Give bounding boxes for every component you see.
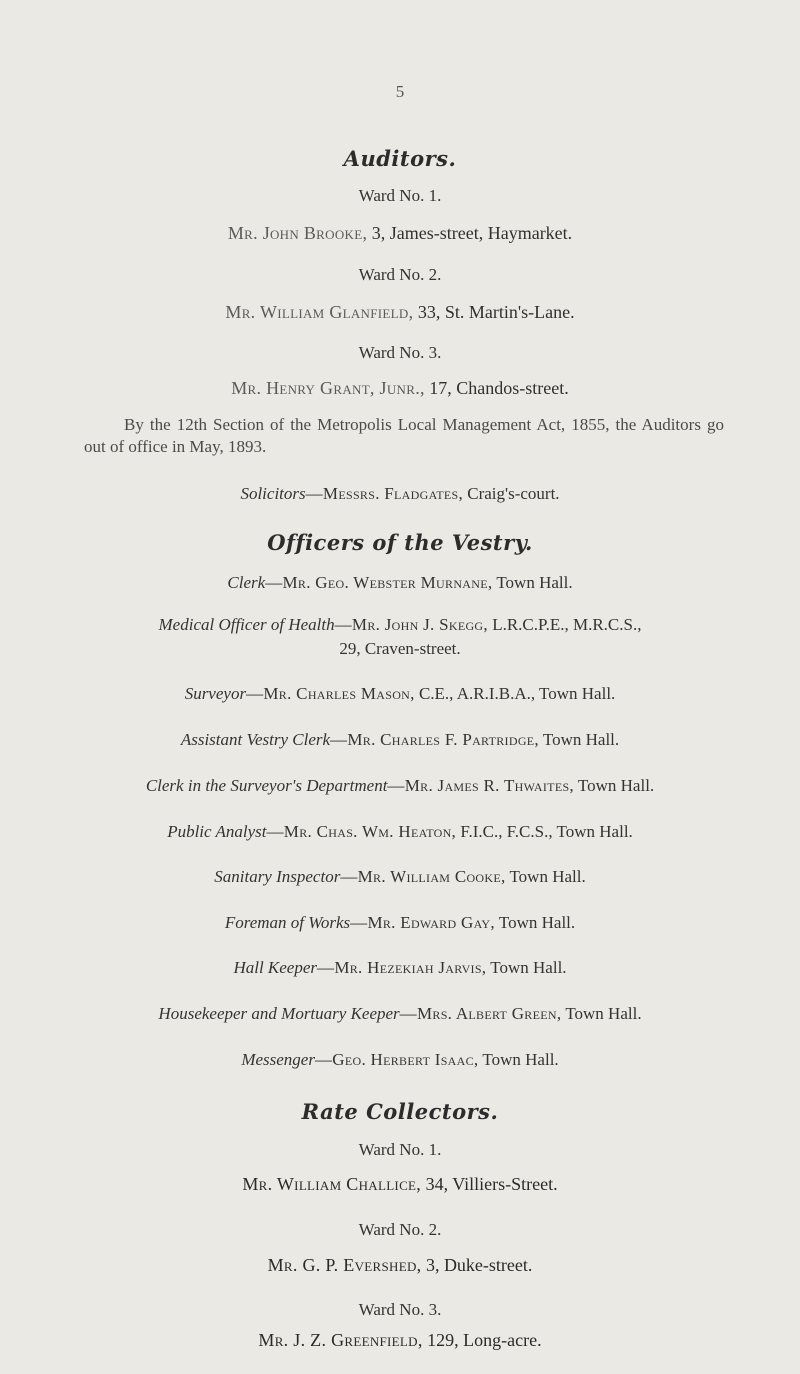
auditor-1-address: 3, James-street, Haymarket. bbox=[367, 223, 573, 243]
auditor-3 bbox=[0, 378, 800, 399]
officer-role: Housekeeper and Mortuary Keeper bbox=[158, 1004, 400, 1023]
officer-hall-keeper bbox=[0, 958, 800, 978]
auditors-note: By the 12th Section of the Metropolis Local Management Act, 1855, the Auditors go out of office in May, 1893. bbox=[84, 415, 724, 456]
auditor-ward-2: Ward No. 2. bbox=[358, 265, 442, 284]
auditor-2 bbox=[0, 302, 800, 323]
officer-role: Sanitary Inspector bbox=[214, 867, 341, 886]
officer-qualifications: L.R.C.P.E., M.R.C.S., bbox=[487, 615, 642, 634]
auditor-2-address: 33, St. Martin's-Lane. bbox=[413, 302, 575, 322]
officer-address: Town Hall. bbox=[505, 867, 586, 886]
collector-ward-2: Ward No. 2. bbox=[358, 1220, 442, 1239]
solicitors-name: —Messrs. Fladgates, bbox=[305, 484, 463, 503]
collector-ward-1: Ward No. 1. bbox=[358, 1140, 442, 1159]
officer-assistant-clerk bbox=[0, 730, 800, 750]
officer-name: —Mr. James R. Thwaites, bbox=[387, 776, 574, 795]
solicitors-address: Craig's-court. bbox=[463, 484, 560, 503]
officer-name: —Mrs. Albert Green, bbox=[399, 1004, 562, 1023]
officer-address: Town Hall. bbox=[573, 776, 655, 795]
auditor-3-address: 17, Chandos-street. bbox=[424, 378, 569, 398]
officer-role: Clerk in the Surveyor's Department bbox=[145, 776, 388, 795]
collector-3-address: 129, Long-acre. bbox=[422, 1330, 542, 1350]
officer-address: Town Hall. bbox=[478, 1050, 559, 1069]
officer-name: —Mr. Charles F. Partridge, bbox=[330, 730, 539, 749]
officer-name: —Mr. William Cooke, bbox=[340, 867, 506, 886]
collector-3-name: Mr. J. Z. Greenfield, bbox=[258, 1330, 423, 1350]
officer-clerk bbox=[0, 573, 800, 593]
officer-address: 29, Craven-street. bbox=[339, 639, 461, 658]
collector-3 bbox=[0, 1330, 800, 1351]
auditors-heading: Auditors. bbox=[343, 146, 457, 171]
officer-role: Surveyor bbox=[184, 684, 247, 703]
officer-role: Hall Keeper bbox=[233, 958, 318, 977]
officer-address: C.E., A.R.I.B.A., Town Hall. bbox=[414, 684, 616, 703]
officer-sanitary bbox=[0, 867, 800, 887]
solicitors-line bbox=[0, 484, 800, 504]
officer-role: Clerk bbox=[227, 573, 266, 592]
collector-2-name: Mr. G. P. Evershed, bbox=[267, 1255, 422, 1275]
officer-name: —Mr. Charles Mason, bbox=[246, 684, 415, 703]
officer-role: Medical Officer of Health bbox=[158, 615, 335, 634]
collector-1 bbox=[0, 1174, 800, 1195]
officer-medical bbox=[0, 613, 800, 661]
officer-address: Town Hall. bbox=[538, 730, 620, 749]
auditor-1 bbox=[0, 223, 800, 244]
auditor-ward-3: Ward No. 3. bbox=[358, 343, 442, 362]
officer-role: Assistant Vestry Clerk bbox=[180, 730, 331, 749]
auditor-1-name: Mr. John Brooke, bbox=[227, 223, 368, 243]
collector-2-address: 3, Duke-street. bbox=[421, 1255, 533, 1275]
officer-surveyor-clerk bbox=[0, 776, 800, 796]
officer-name: —Mr. Hezekiah Jarvis, bbox=[317, 958, 487, 977]
solicitors-role: Solicitors bbox=[240, 484, 306, 503]
auditor-ward-1: Ward No. 1. bbox=[358, 186, 442, 205]
officer-address: Town Hall. bbox=[494, 913, 576, 932]
officer-role: Public Analyst bbox=[167, 822, 267, 841]
rate-collectors-heading: Rate Collectors. bbox=[301, 1099, 499, 1124]
collector-1-name: Mr. William Challice, bbox=[242, 1174, 422, 1194]
auditor-2-name: Mr. William Glanfield, bbox=[225, 302, 414, 322]
officer-name: —Mr. Chas. Wm. Heaton, bbox=[266, 822, 457, 841]
officer-name: —Geo. Herbert Isaac, bbox=[314, 1050, 479, 1069]
officer-name: —Mr. Geo. Webster Murnane, bbox=[265, 573, 493, 592]
auditor-3-name: Mr. Henry Grant, Junr., bbox=[231, 378, 425, 398]
officers-heading: Officers of the Vestry. bbox=[267, 530, 533, 555]
officer-address: Town Hall. bbox=[561, 1004, 642, 1023]
officer-name: —Mr. John J. Skegg, bbox=[334, 615, 488, 634]
officer-name: —Mr. Edward Gay, bbox=[350, 913, 495, 932]
officer-address: Town Hall. bbox=[486, 958, 567, 977]
officer-housekeeper bbox=[0, 1004, 800, 1024]
officer-surveyor bbox=[0, 684, 800, 704]
officer-role: Messenger bbox=[241, 1050, 315, 1069]
collector-2 bbox=[0, 1255, 800, 1276]
collector-ward-3: Ward No. 3. bbox=[358, 1300, 442, 1319]
officer-role: Foreman of Works bbox=[224, 913, 351, 932]
collector-1-address: 34, Villiers-Street. bbox=[421, 1174, 558, 1194]
officer-analyst bbox=[0, 822, 800, 842]
officer-messenger bbox=[0, 1050, 800, 1070]
officer-foreman bbox=[0, 913, 800, 933]
page-number: 5 bbox=[395, 82, 405, 101]
officer-address: Town Hall. bbox=[492, 573, 573, 592]
officer-address: F.I.C., F.C.S., Town Hall. bbox=[456, 822, 633, 841]
